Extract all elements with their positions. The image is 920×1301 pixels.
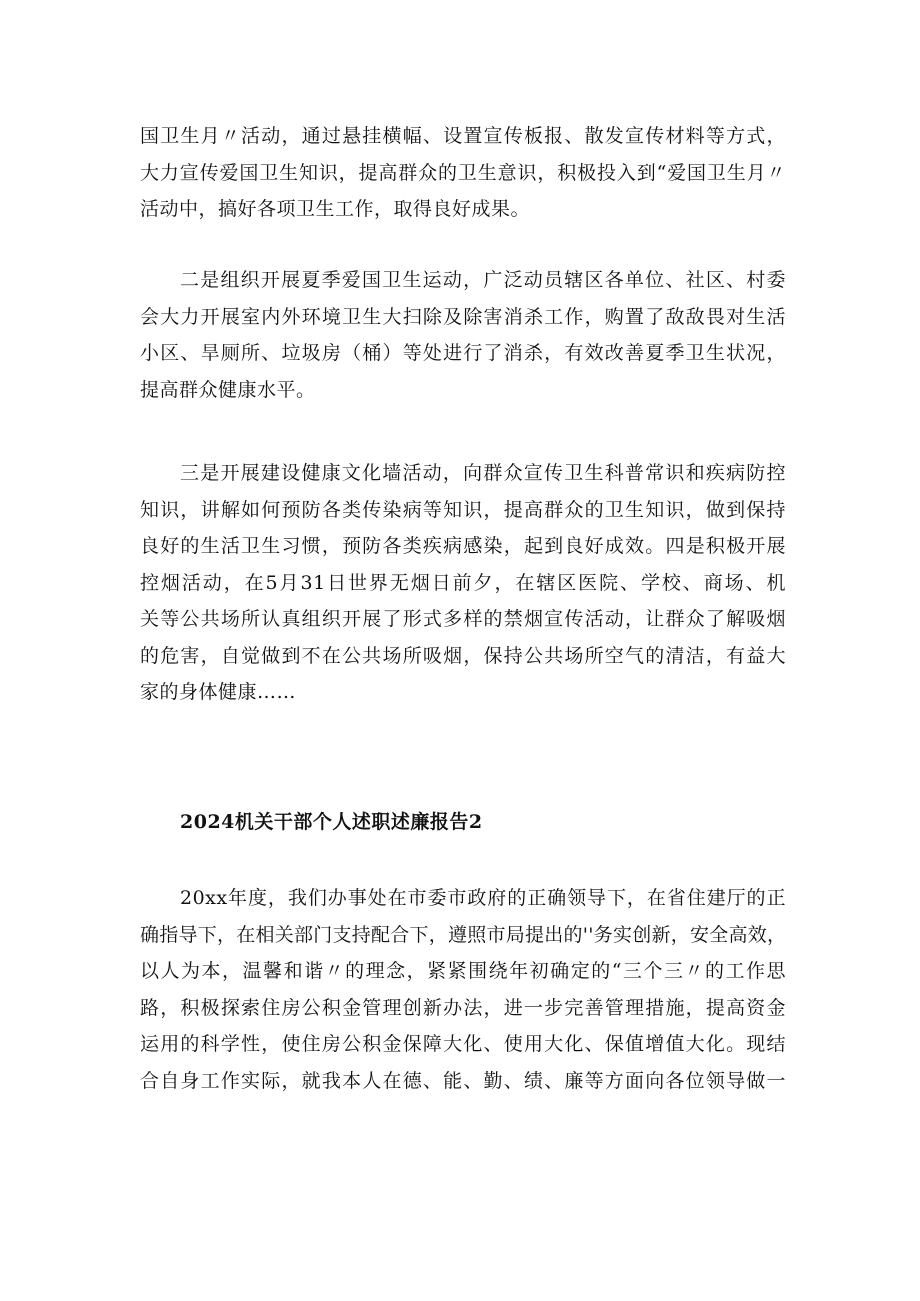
- paragraph-4: [140, 880, 786, 1099]
- paragraph-line: 控烟活动，在5月31日世界无烟日前夕，在辖区医院、学校、商场、机: [140, 571, 786, 594]
- paragraph-line: 路，积极探索住房公积金管理创新办法，进一步完善管理措施，提高资金: [140, 996, 786, 1019]
- section-heading: 2024机关干部个人述职述廉报告2: [180, 811, 483, 833]
- paragraph-line: 运用的科学性，使住房公积金保障大化、使用大化、保值增值大化。现结: [140, 1033, 786, 1055]
- paragraph-line: 关等公共场所认真组织开展了形式多样的禁烟宣传活动，让群众了解吸烟: [140, 608, 786, 630]
- paragraph-line: 20xx年度，我们办事处在市委市政府的正确领导下，在省住建厅的正: [180, 887, 786, 909]
- paragraph-line: 二是组织开展夏季爱国卫生运动，广泛动员辖区各单位、社区、村委: [180, 269, 786, 291]
- paragraph-line: 合自身工作实际，就我本人在德、能、勤、绩、廉等方面向各位领导做一: [140, 1069, 786, 1092]
- paragraph-line: 大力宣传爱国卫生知识，提高群众的卫生意识，积极投入到“爱国卫生月〃: [140, 161, 786, 184]
- paragraph-line: 提高群众健康水平。: [140, 378, 316, 401]
- paragraph-line: 良好的生活卫生习惯，预防各类疾病感染，起到良好成效。四是积极开展: [140, 535, 786, 557]
- paragraph-line: 活动中，搞好各项卫生工作，取得良好成果。: [140, 198, 531, 220]
- paragraph-line: 会大力开展室内外环境卫生大扫除及除害消杀工作，购置了敌敌畏对生活: [140, 305, 786, 328]
- paragraph-line: 确指导下，在相关部门支持配合下，遵照市局提出的''务实创新，安全高效，: [140, 923, 787, 946]
- paragraph-line: 国卫生月〃活动，通过悬挂横幅、设置宣传板报、散发宣传材料等方式，: [140, 125, 786, 147]
- paragraph-line: 家的身体健康……: [140, 681, 297, 703]
- paragraph-1: [140, 118, 786, 228]
- paragraph-line: 以人为本，温馨和谐〃的理念，紧紧围绕年初确定的“三个三〃的工作思: [140, 960, 786, 982]
- paragraph-line: 的危害，自觉做到不在公共场所吸烟，保持公共场所空气的清洁，有益大: [140, 644, 786, 667]
- paragraph-3: [140, 455, 786, 711]
- paragraph-2: [140, 262, 786, 408]
- paragraph-line: 知识，讲解如何预防各类传染病等知识，提高群众的卫生知识，做到保持: [140, 498, 786, 521]
- paragraph-line: 小区、旱厕所、垃圾房（桶）等处进行了消杀，有效改善夏季卫生状况，: [140, 342, 786, 364]
- paragraph-line: 三是开展建设健康文化墙活动，向群众宣传卫生科普常识和疾病防控: [180, 462, 786, 484]
